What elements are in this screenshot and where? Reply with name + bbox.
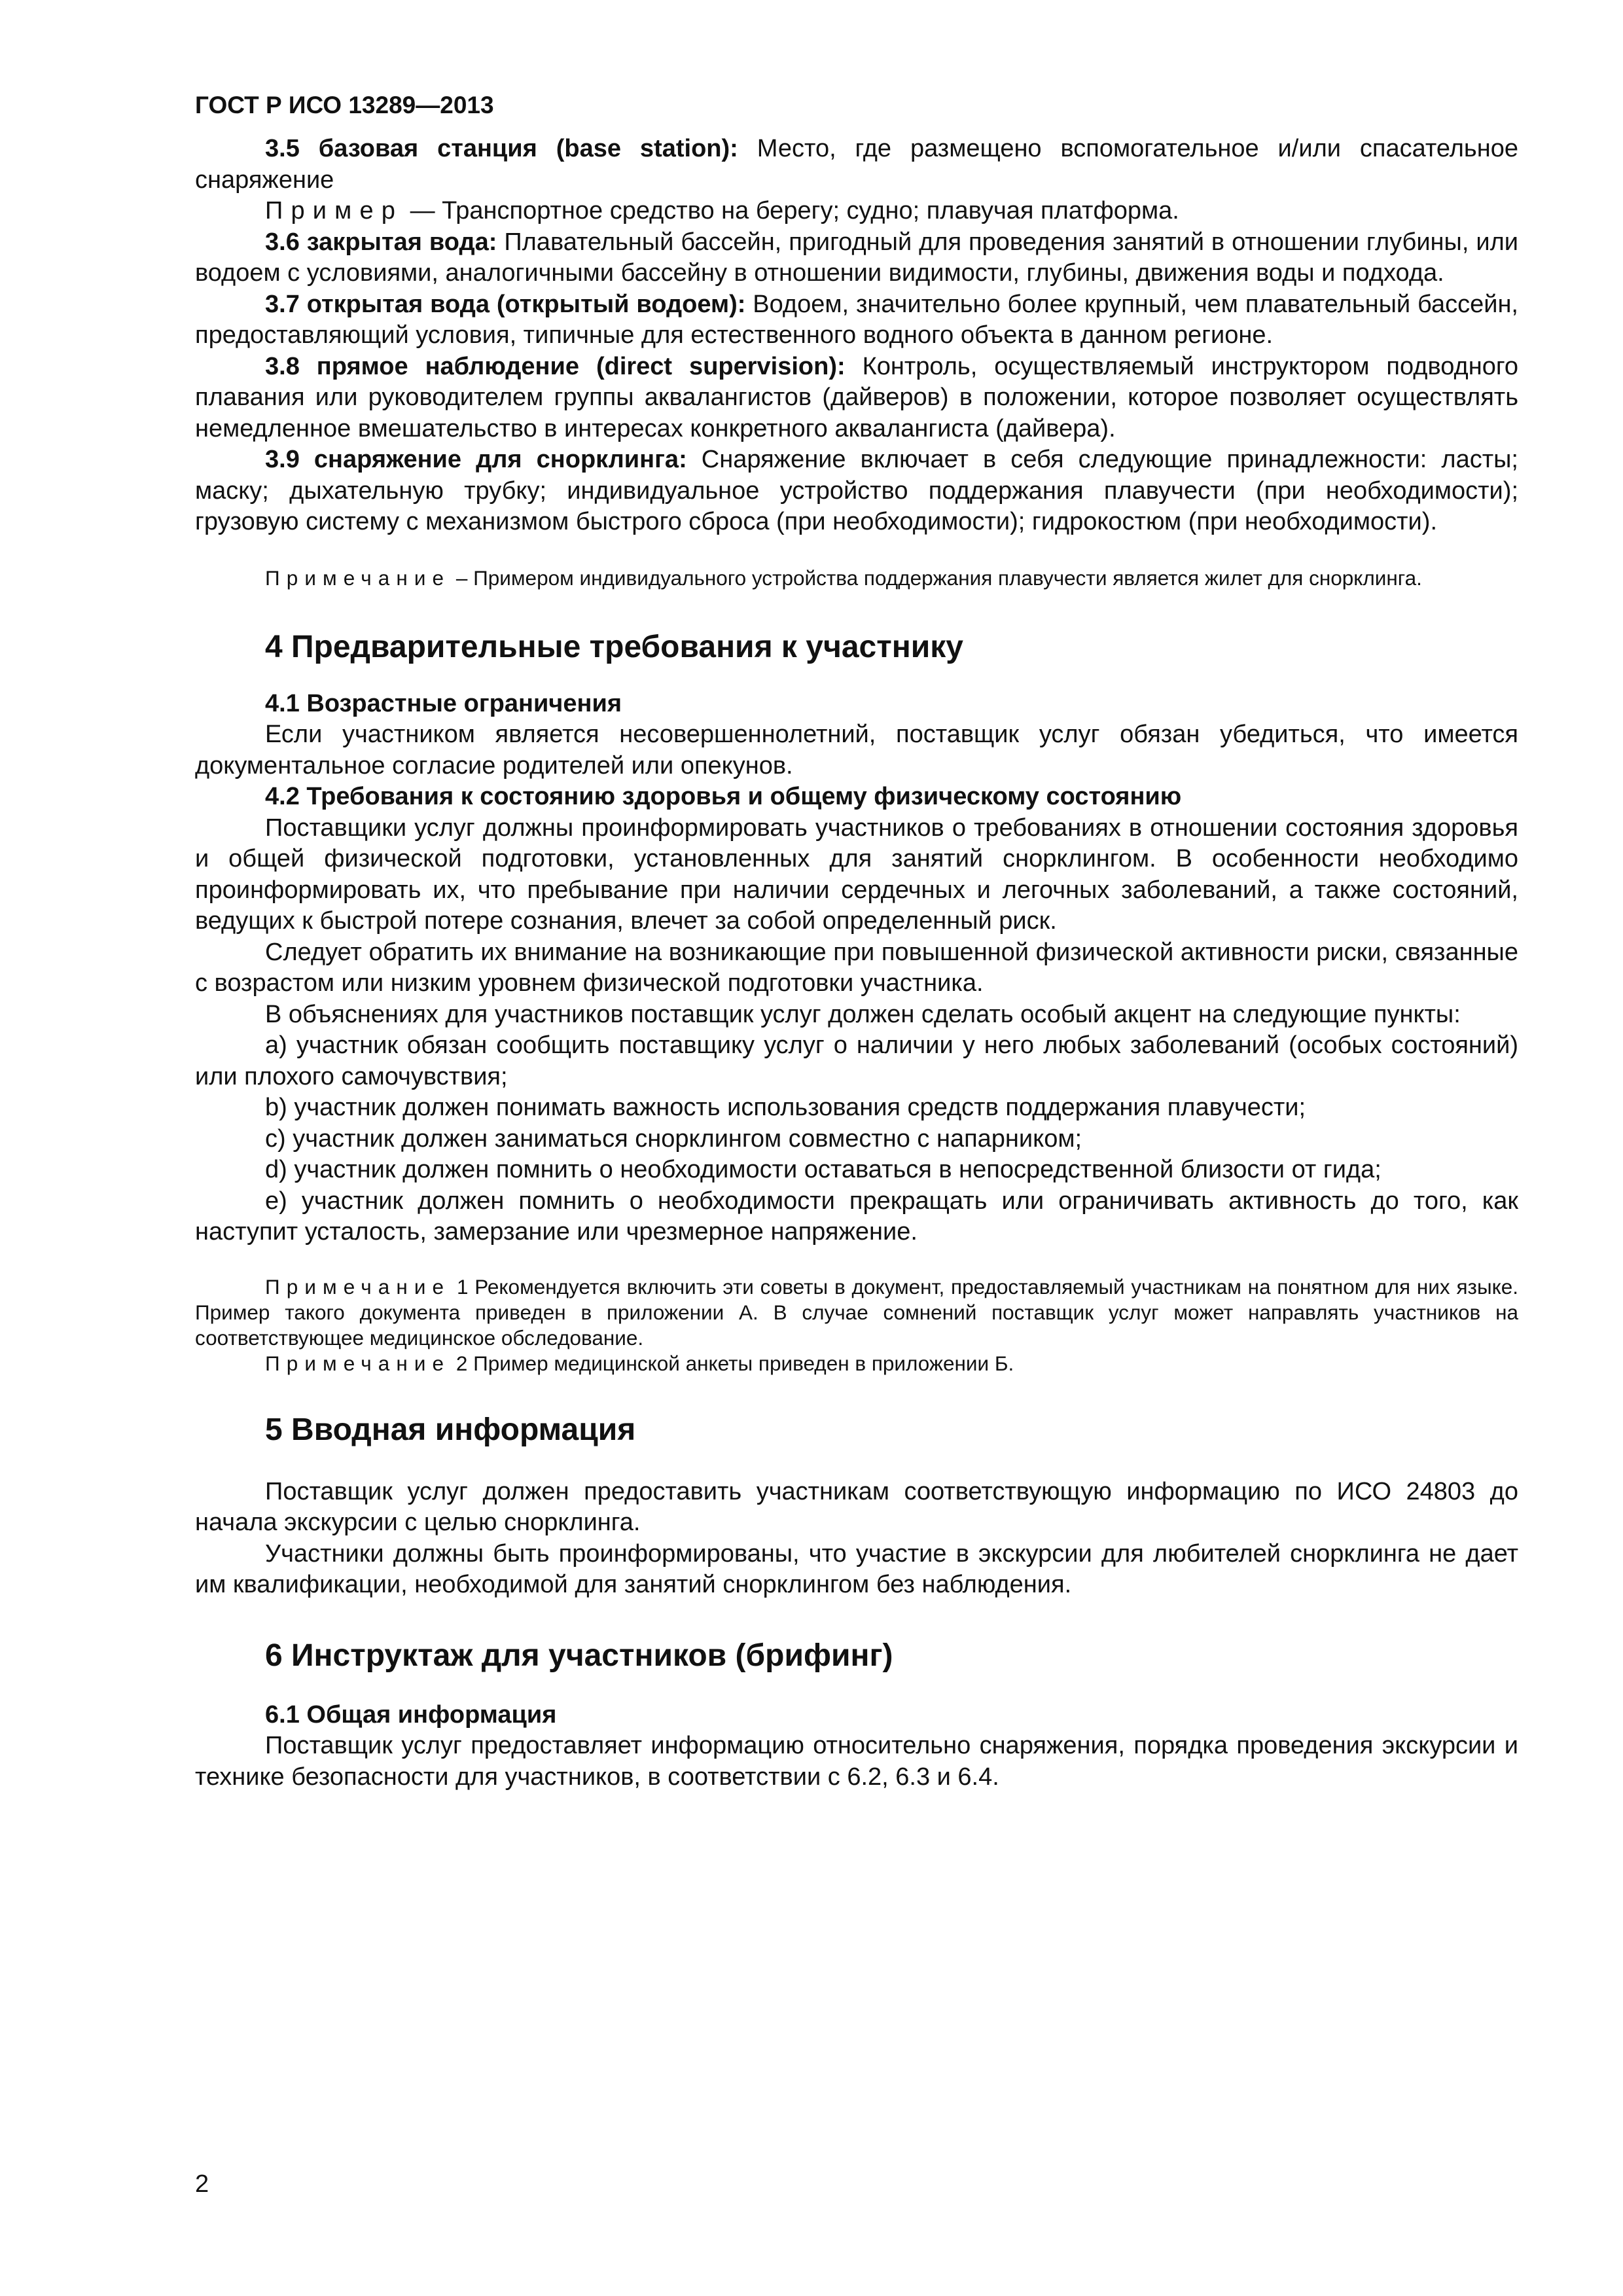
- paragraph: Поставщики услуг должны проинформировать участников о требованиях в отношении состояния здоровья и общей физической подготовки, установленных для занятий снорклингом. В особенности необходимо проинформировать их, что пребывание при наличии сердечных и легочных заболеваний, а также состояний, ведущих к быстрой потере сознания, влечет за собой определенный риск.: [195, 814, 1518, 935]
- paragraph: В объяснениях для участников поставщик услуг должен сделать особый акцент на следующие пункты:: [265, 1000, 1461, 1028]
- term: 3.9 снаряжение для снорклинга:: [265, 446, 687, 473]
- term: 3.8 прямое наблюдение (direct supervision):: [265, 352, 846, 380]
- list-item-b: b) участник должен понимать важность использования средств поддержания плавучести;: [265, 1094, 1306, 1121]
- example-3-5: [195, 196, 1518, 227]
- section-4-1-title: 4.1 Возрастные ограничения: [265, 689, 622, 717]
- page-number: 2: [195, 2170, 209, 2198]
- note-2: [195, 1351, 1518, 1376]
- document-header: ГОСТ Р ИСО 13289—2013: [195, 92, 494, 118]
- paragraph: Участники должны быть проинформированы, что участие в экскурсии для любителей снорклинга не дает им квалификации, необходимой для занятий снорклингом без наблюдения.: [195, 1539, 1518, 1598]
- paragraph: Если участником является несовершеннолетний, поставщик услуг обязан убедиться, что имеется документальное согласие родителей или опекунов.: [195, 721, 1518, 780]
- note-text: 1 Рекомендуется включить эти советы в документ, предоставляемый участникам на понятном для них языке. Пример такого документа приведен в приложении А. В случае сомнений поставщик услуг может направлять участников на соответствующее медицинское обследование.: [195, 1274, 1518, 1350]
- list-item-c: с) участник должен заниматься снорклингом совместно с напарником;: [265, 1124, 1082, 1153]
- note-label: Примечание: [265, 1274, 451, 1299]
- definition-3-8: [195, 351, 1518, 445]
- definition-3-7: [195, 289, 1518, 351]
- document-page: [195, 92, 1518, 1793]
- note-text: – Примером индивидуального устройства поддержания плавучести является жилет для снорклинга.: [450, 565, 1422, 590]
- definition-text: Место, где размещено вспомогательное и/или спасательное снаряжение: [195, 135, 1518, 194]
- definition-3-9: [195, 444, 1518, 538]
- definition-3-6: [195, 227, 1518, 289]
- section-6-1-title: 6.1 Общая информация: [265, 1700, 557, 1729]
- definition-text: Контроль, осуществляемый инструктором подводного плавания или руководителем группы аквалангистов (дайверов) в положении, которое позволяет осуществлять немедленное вмешательство в интересах конкретного аквалангиста (дайвера).: [195, 352, 1518, 442]
- term: 3.7 открытая вода (открытый водоем):: [265, 290, 746, 318]
- definition-text: Снаряжение включает в себя следующие принадлежности: ласты; маску; дыхательную трубку; индивидуальное устройство поддержания плавучести (при необходимости); грузовую систему с механизмом быстрого сброса (при необходимости); гидрокостюм (при необходимости).: [195, 446, 1518, 535]
- term: 3.5 базовая станция (base station):: [265, 135, 738, 162]
- note-text: 2 Пример медицинской анкеты приведен в приложении Б.: [450, 1351, 1014, 1375]
- note-1: [195, 1274, 1518, 1351]
- term: 3.6 закрытая вода:: [265, 228, 497, 256]
- section-6-title: 6 Инструктаж для участников (брифинг): [265, 1638, 893, 1673]
- list-item-e: е) участник должен помнить о необходимости прекращать или ограничивать активность до того, как наступит усталость, замерзание или чрезмерное напряжение.: [195, 1187, 1518, 1246]
- note-3-9: [195, 565, 1518, 591]
- list-item-d: d) участник должен помнить о необходимости оставаться в непосредственной близости от гида;: [265, 1156, 1382, 1183]
- definition-text: Водоем, значительно более крупный, чем плавательный бассейн, предоставляющий условия, типичные для естественного водного объекта в данном регионе.: [195, 290, 1518, 349]
- note-label: Примечание: [265, 1351, 451, 1375]
- section-4-2-title: 4.2 Требования к состоянию здоровья и общему физическому состоянию: [265, 783, 1182, 810]
- paragraph: Следует обратить их внимание на возникающие при повышенной физической активности риски, связанные с возрастом или низким уровнем физической подготовки участника.: [195, 938, 1518, 997]
- example-text: — Транспортное средство на берегу; судно; плавучая платформа.: [403, 197, 1179, 224]
- paragraph: Поставщик услуг должен предоставить участникам соответствующую информацию по ИСО 24803 до начала экскурсии с целью снорклинга.: [195, 1477, 1518, 1536]
- definition-text: Плавательный бассейн, пригодный для проведения занятий в отношении глубины, или водоем с условиями, аналогичными бассейну в отношении видимости, глубины, движения воды и подхода.: [195, 228, 1518, 287]
- example-label: Пример: [265, 197, 404, 224]
- section-4-title: 4 Предварительные требования к участнику: [265, 629, 963, 664]
- section-5-title: 5 Вводная информация: [265, 1412, 636, 1447]
- list-item-a: а) участник обязан сообщить поставщику услуг о наличии у него любых заболеваний (особых состояний) или плохого самочувствия;: [195, 1031, 1518, 1090]
- paragraph: Поставщик услуг предоставляет информацию относительно снаряжения, порядка проведения экскурсии и технике безопасности для участников, в соответствии с 6.2, 6.3 и 6.4.: [195, 1732, 1518, 1791]
- definition-3-5: [195, 134, 1518, 196]
- note-label: Примечание: [265, 565, 451, 590]
